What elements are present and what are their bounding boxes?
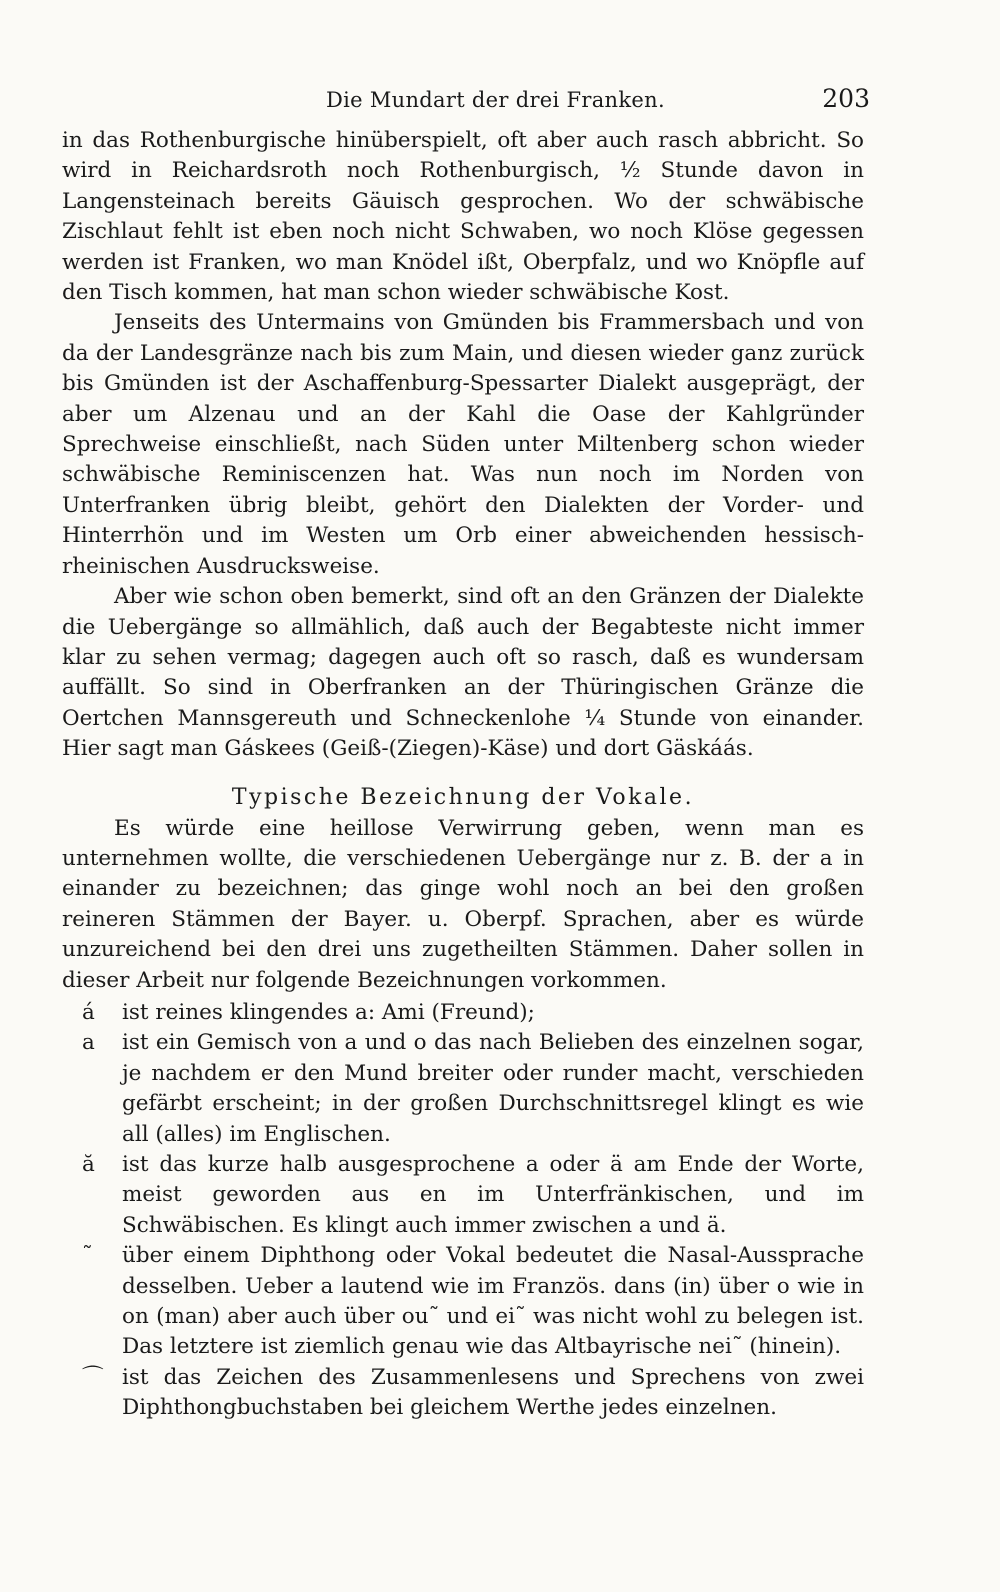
definition-item (62, 1241, 864, 1363)
definition-symbol: ⌒ (82, 1364, 104, 1390)
definition-item (62, 1028, 864, 1150)
definition-text: über einem Diphthong oder Vokal bedeutet die Nasal-Aussprache desselben. Ueber a lautend wie im Französ. dans (in) über o wie in on (man) aber auch über ou˜ und ei˜ was nicht wohl zu belegen ist. Das letztere ist ziemlich genau wie das Altbayrische nei˜ (hinein). (122, 1243, 864, 1360)
vowel-definitions (62, 998, 864, 1424)
definition-text: ist das Zeichen des Zusammenlesens und Sprechens von zwei Diphthongbuchstaben bei gleichem Werthe jedes einzelnen. (122, 1364, 864, 1421)
definition-item (62, 998, 864, 1028)
definition-text: ist das kurze halb ausgesprochene a oder ä am Ende der Worte, meist geworden aus en im Unterfränkischen, und im Schwäbischen. Es klingt auch immer zwischen a und ä. (122, 1152, 864, 1238)
definition-item (62, 1363, 864, 1424)
paragraph-dialect-borders: Aber wie schon oben bemerkt, sind oft an den Gränzen der Dialekte die Uebergänge so allmählich, daß auch der Begabteste nicht immer klar zu sehen vermag; dagegen auch oft so rasch, daß es wundersam auffällt. So sind in Oberfranken an der Thüringischen Gränze die Oertchen Mannsgereuth und Schneckenlohe ¼ Stunde von einander. Hier sagt man Gáskees (Geiß-(Ziegen)-Käse) und dort Gäskáás. (62, 584, 864, 762)
paragraph-continued: in das Rothenburgische hinüberspielt, oft aber auch rasch abbricht. So wird in Reichardsroth noch Rothenburgisch, ½ Stunde davon in Langensteinach bereits Gäuisch gesprochen. Wo der schwäbische Zischlaut fehlt ist eben noch nicht Schwaben, wo noch Klöse gegessen werden ist Franken, wo man Knödel ißt, Oberpfalz, und wo Knöpfle auf den Tisch kommen, hat man schon wieder schwäbische Kost. (62, 128, 864, 306)
running-title: Die Mundart der drei Franken. (326, 88, 665, 112)
page-header (62, 84, 870, 120)
definition-symbol: á (82, 999, 95, 1025)
definition-text: ist reines klingendes a: Ami (Freund); (122, 999, 535, 1025)
paragraph-untermain: Jenseits des Untermains von Gmünden bis Frammersbach und von da der Landesgränze nach bis zum Main, und diesen wieder ganz zurück bis Gmünden ist der Aschaffenburg-Spessarter Dialekt ausgeprägt, der aber um Alzenau und an der Kahl die Oase der Kahlgründer Sprechweise einschließt, nach Süden unter Miltenberg schon wieder schwäbische Reminiscenzen hat. Was nun noch im Norden von Unterfranken übrig bleibt, gehört den Dialekten der Vorder- und Hinterrhön und im Westen um Orb einer abweichenden hessisch-rheinischen Ausdrucksweise. (62, 310, 864, 579)
section-intro: Es würde eine heillose Verwirrung geben, wenn man es unternehmen wollte, die verschiedenen Uebergänge nur z. B. der a in einander zu bezeichnen; das ginge wohl noch an bei den großen reineren Stämmen der Bayer. u. Oberpf. Sprachen, aber es würde unzureichend bei den drei uns zugetheilten Stämmen. Daher sollen in dieser Arbeit nur folgende Bezeichnungen vorkommen. (62, 815, 864, 993)
page-number: 203 (822, 84, 870, 113)
definition-text: ist ein Gemisch von a und o das nach Belieben des einzelnen sogar, je nachdem er den Mund breiter oder runder macht, verschieden gefärbt erscheint; in der großen Durchschnittsregel klingt es wie all (alles) im Englischen. (122, 1030, 864, 1147)
definition-item (62, 1150, 864, 1241)
definition-symbol: a (82, 1030, 95, 1056)
definition-symbol: ˜ (82, 1243, 93, 1269)
definition-symbol: ă (82, 1152, 95, 1177)
section-heading: Typische Bezeichnung der Vokale. (231, 784, 695, 810)
